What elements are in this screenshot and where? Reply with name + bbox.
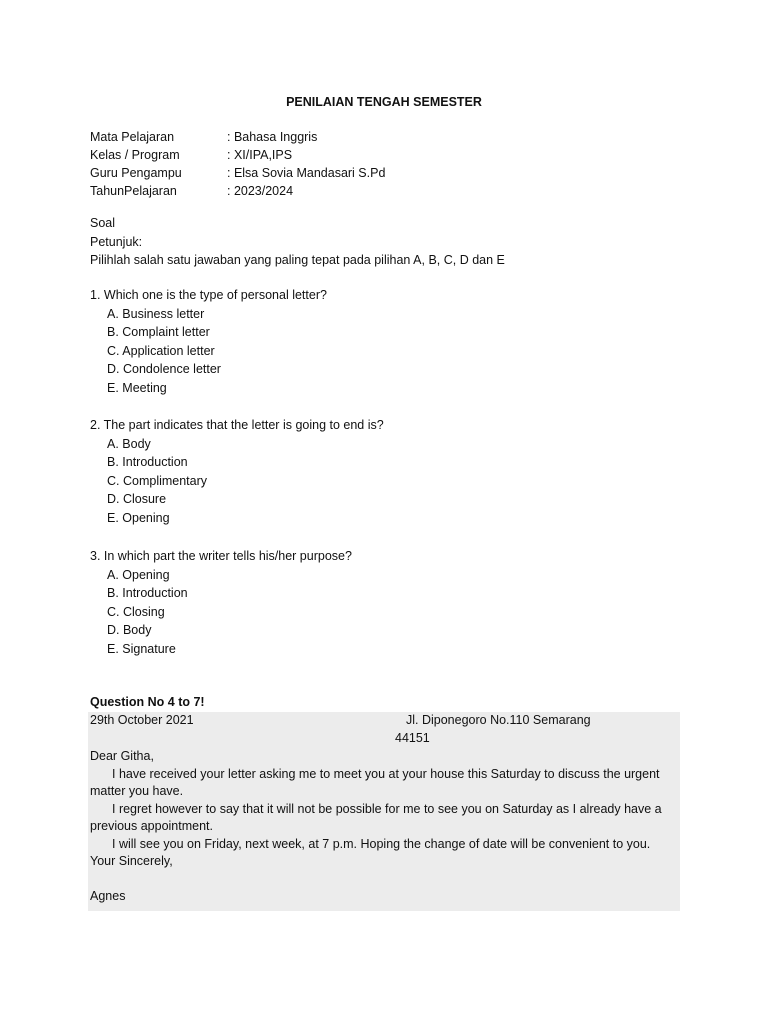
option-a: A. Business letter (107, 306, 205, 321)
letter-address-line1: Jl. Diponegoro No.110 Semarang (406, 713, 591, 727)
letter-spacer (90, 871, 676, 889)
info-value: : Bahasa Inggris (227, 130, 318, 144)
question-3 (90, 547, 352, 659)
letter-salutation: Dear Githa, (90, 749, 154, 763)
info-row-class (90, 146, 385, 164)
info-value: : 2023/2024 (227, 184, 294, 198)
option-d: D. Closure (107, 492, 167, 507)
letter-header (90, 712, 676, 748)
info-value: : XI/IPA,IPS (227, 148, 293, 162)
instruction-text: Pilihlah salah satu jawaban yang paling tepat pada pilihan A, B, C, D dan E (90, 253, 505, 268)
option-b: B. Introduction (107, 586, 188, 601)
option-c: C. Closing (107, 604, 165, 619)
question-2 (90, 416, 384, 528)
option-e: E. Opening (107, 510, 170, 525)
option-b: B. Complaint letter (107, 325, 210, 340)
question-text: 1. Which one is the type of personal letter? (90, 288, 327, 302)
option-c: C. Application letter (107, 343, 215, 358)
info-row-subject (90, 128, 385, 146)
info-row-year (90, 182, 385, 200)
question-1 (90, 286, 327, 398)
question-text: 2. The part indicates that the letter is going to end is? (90, 418, 384, 432)
letter-box (88, 712, 680, 911)
petunjuk-label: Petunjuk: (90, 234, 143, 249)
info-row-teacher (90, 164, 385, 182)
info-label: Guru Pengampu (90, 166, 182, 180)
instructions (90, 214, 505, 270)
info-label: Mata Pelajaran (90, 130, 175, 144)
letter-address-line2: 44151 (395, 731, 430, 745)
letter-paragraph-3: I will see you on Friday, next week, at 7 p.m. Hoping the change of date will be convenient to you. (112, 836, 651, 851)
letter-paragraph-2: I regret however to say that it will not be possible for me to see you on Saturday as I already have a previous appointment. (90, 801, 662, 833)
option-a: A. Body (107, 436, 151, 451)
section-heading: Question No 4 to 7! (90, 695, 205, 709)
option-e: E. Meeting (107, 380, 167, 395)
option-d: D. Body (107, 623, 152, 638)
info-label: Kelas / Program (90, 148, 180, 162)
page-title: PENILAIAN TENGAH SEMESTER (286, 95, 482, 109)
soal-label: Soal (90, 216, 116, 230)
info-label: TahunPelajaran (90, 184, 177, 198)
letter-paragraph-1: I have received your letter asking me to meet you at your house this Saturday to discuss the urgent matter you have. (90, 766, 660, 798)
question-text: 3. In which part the writer tells his/her purpose? (90, 549, 352, 563)
option-e: E. Signature (107, 641, 176, 656)
letter-content (90, 712, 676, 906)
option-a: A. Opening (107, 567, 170, 582)
letter-date: 29th October 2021 (90, 713, 194, 727)
option-d: D. Condolence letter (107, 362, 221, 377)
info-value: : Elsa Sovia Mandasari S.Pd (227, 166, 386, 180)
option-b: B. Introduction (107, 455, 188, 470)
letter-closing: Your Sincerely, (90, 854, 173, 868)
exam-info (90, 128, 385, 200)
letter-signature: Agnes (90, 889, 126, 903)
option-c: C. Complimentary (107, 473, 208, 488)
